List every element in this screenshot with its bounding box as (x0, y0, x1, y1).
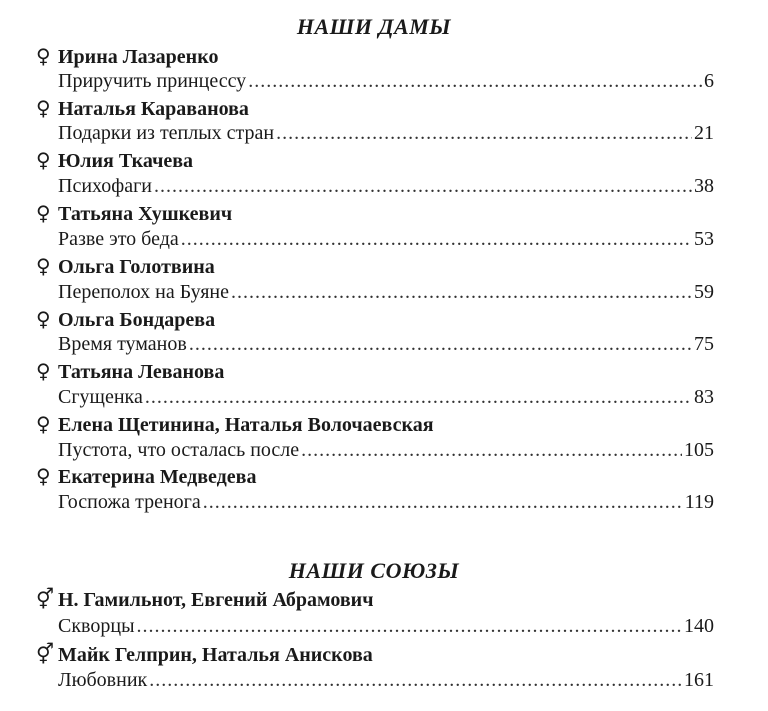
author-name: Татьяна Леванова (58, 361, 225, 383)
author-name: Ирина Лазаренко (58, 46, 219, 68)
author-heading (36, 307, 215, 331)
author-name: Наталья Караванова (58, 98, 249, 120)
female-symbol-icon: ♀ (36, 254, 51, 278)
story-title: Психофаги (58, 175, 153, 197)
author-name: Майк Гелприн, Наталья Анискова (58, 644, 373, 666)
toc-entry[interactable] (58, 331, 714, 357)
author-heading (36, 359, 224, 383)
author-name: Юлия Ткачева (58, 150, 194, 172)
female-symbol-icon: ♀ (36, 464, 51, 488)
toc-entry[interactable] (58, 667, 714, 693)
author-name: Н. Гамильнот, Евгений Абрамович (58, 589, 374, 611)
page-number: 119 (684, 491, 714, 513)
dot-leader (181, 226, 692, 252)
toc-entry[interactable] (58, 613, 714, 639)
author-name: Екатерина Медведева (58, 466, 257, 488)
page-number: 140 (684, 615, 714, 637)
author-heading (36, 587, 373, 611)
story-title: Пустота, что осталась после (58, 439, 300, 461)
story-title: Переполох на Буяне (58, 281, 229, 303)
female-symbol-icon: ♀ (36, 359, 51, 383)
page-number: 21 (694, 122, 714, 144)
author-heading (36, 148, 193, 172)
toc-entry[interactable] (58, 384, 714, 410)
toc-entry[interactable] (58, 68, 714, 94)
page-number: 6 (704, 70, 714, 92)
author-heading (36, 642, 373, 666)
toc-entry[interactable] (58, 120, 714, 146)
union-symbol-icon: ⚥ (36, 642, 55, 666)
author-heading (36, 201, 232, 225)
story-title: Госпожа тренога (58, 491, 201, 513)
female-symbol-icon: ♀ (36, 412, 51, 436)
dot-leader (231, 279, 692, 305)
author-name: Татьяна Хушкевич (58, 203, 233, 225)
author-heading (36, 412, 434, 436)
dot-leader (145, 384, 692, 410)
page-number: 59 (694, 281, 714, 303)
dot-leader (137, 613, 682, 639)
author-name: Елена Щетинина, Наталья Волочаевская (58, 414, 434, 436)
author-heading (36, 44, 218, 68)
page-number: 105 (684, 439, 714, 461)
toc-entry[interactable] (58, 489, 714, 515)
page-number: 83 (694, 386, 714, 408)
story-title: Время туманов (58, 333, 187, 355)
page-number: 75 (694, 333, 714, 355)
toc-entry[interactable] (58, 226, 714, 252)
page-number: 38 (694, 175, 714, 197)
author-name: Ольга Голотвина (58, 256, 215, 278)
author-heading (36, 464, 256, 488)
section-title-our-unions: НАШИ СОЮЗЫ (288, 558, 460, 583)
toc-entry[interactable] (58, 279, 714, 305)
story-title: Приручить принцессу (58, 70, 247, 92)
story-title: Разве это беда (58, 228, 179, 250)
dot-leader (301, 437, 682, 463)
story-title: Подарки из теплых стран (58, 122, 275, 144)
page-number: 161 (684, 669, 714, 691)
female-symbol-icon: ♀ (36, 307, 51, 331)
dot-leader (203, 489, 683, 515)
union-symbol-icon: ⚥ (36, 587, 55, 611)
dot-leader (248, 68, 702, 94)
female-symbol-icon: ♀ (36, 201, 51, 225)
story-title: Скворцы (58, 615, 135, 637)
dot-leader (276, 120, 692, 146)
dot-leader (154, 173, 692, 199)
female-symbol-icon: ♀ (36, 44, 51, 68)
dot-leader (189, 331, 692, 357)
author-name: Ольга Бондарева (58, 309, 216, 331)
toc-entry[interactable] (58, 173, 714, 199)
author-heading (36, 96, 249, 120)
story-title: Сгущенка (58, 386, 143, 408)
author-heading (36, 254, 215, 278)
female-symbol-icon: ♀ (36, 96, 51, 120)
dot-leader (149, 667, 682, 693)
female-symbol-icon: ♀ (36, 148, 51, 172)
page-number: 53 (694, 228, 714, 250)
section-title-our-ladies: НАШИ ДАМЫ (296, 14, 452, 39)
toc-entry[interactable] (58, 437, 714, 463)
story-title: Любовник (58, 669, 148, 691)
